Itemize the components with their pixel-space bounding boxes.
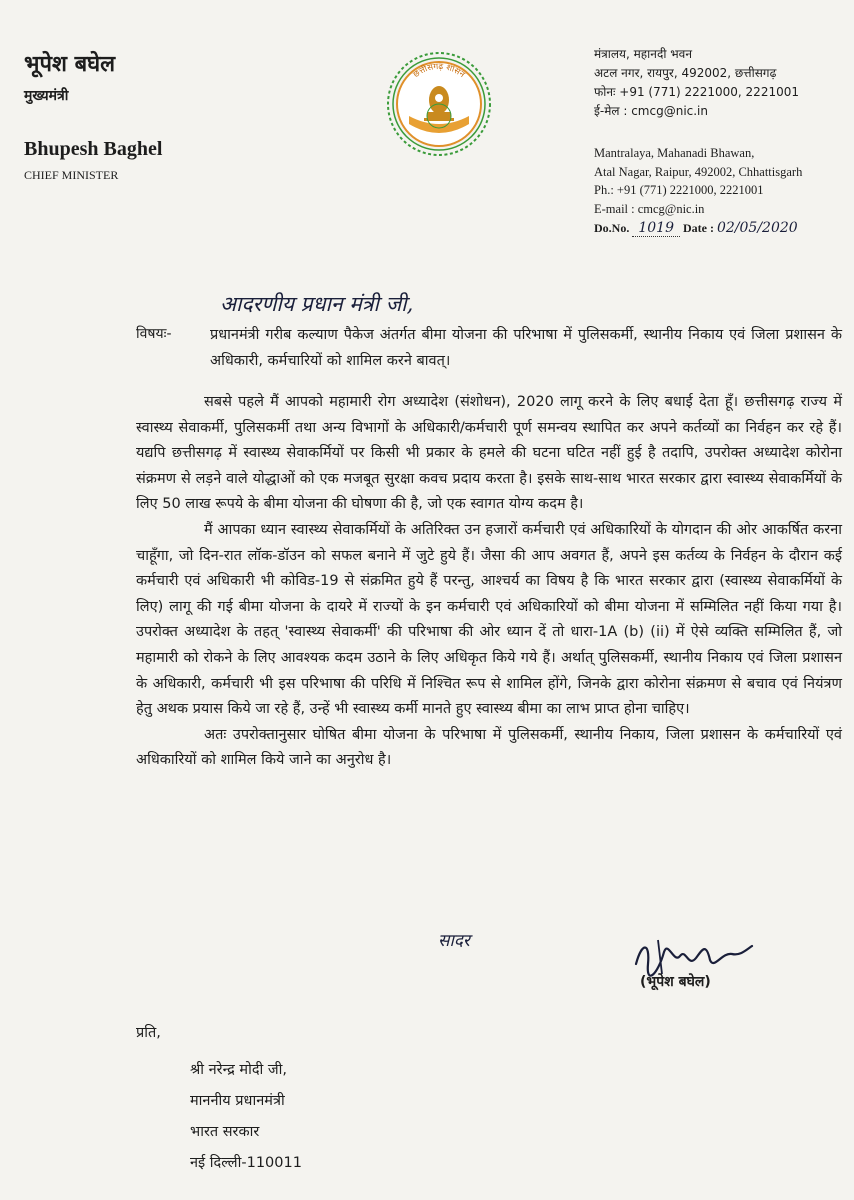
address-english [594,144,852,218]
recipient-line: भारत सरकार [190,1124,260,1140]
emblem-arc-text: छत्तीसगढ़ शासन [411,61,467,81]
address-hindi-line: अटल नगर, रायपुर, 492002, छत्तीसगढ़ [594,66,777,80]
sender-name-hindi: भूपेश बघेल [24,52,116,77]
address-hindi-line: फोनः +91 (771) 2221000, 2221001 [594,85,799,99]
recipient-block [190,1055,302,1179]
recipient-line: नई दिल्ली-110011 [190,1155,302,1171]
subject-label: विषयः- [136,326,172,342]
signer-name: (भूपेश बघेल) [640,974,711,990]
body-paragraph: सबसे पहले मैं आपको महामारी रोग अध्यादेश (संशोधन), 2020 लागू करने के लिए बधाई देता हूँ। छत्तीसगढ़ राज्य में स्वास्थ्य सेवाकर्मी, पुलिसकर्मी तथा अन्य विभागों के अधिकारी/कर्मचारी पूर्ण समन्वय स्थापित कर अपने कर्तव्यों का निर्वहन कर रहे हैं। यद्यपि छत्तीसगढ़ में स्वास्थ्य सेवाकर्मियों पर किसी भी प्रकार के हमले की घटना घटित नहीं हुई है तदापि, उपरोक्त अध्यादेश कोरोना संक्रमण से लड़ने वाले योद्धाओं को एक मजबूत सुरक्षा कवच प्रदाय करता है। इसके साथ-साथ भारत सरकार द्वारा स्वास्थ्य सेवाकर्मियों के लिए 50 लाख रूपये के बीमा योजना की घोषणा की है, जो एक स्वागत योग्य कदम है। [136,394,842,513]
date-value: 02/05/2020 [716,220,798,236]
sender-title-hindi: मुख्यमंत्री [24,88,69,104]
address-english-line: Ph.: +91 (771) 2221000, 2221001 [594,183,764,197]
closing: सादर [438,931,470,951]
address-english-line: Mantralaya, Mahanadi Bhawan, [594,146,755,160]
do-label: Do.No. [594,221,630,235]
letter-body [136,390,842,774]
reference-line [594,220,798,236]
recipient-line: माननीय प्रधानमंत्री [190,1093,285,1109]
address-english-line: E-mail : cmcg@nic.in [594,201,705,216]
body-paragraph: मैं आपका ध्यान स्वास्थ्य सेवाकर्मियों के अतिरिक्त उन हजारों कर्मचारी एवं अधिकारियों के योगदान की ओर आकर्षित करना चाहूँगा, जो दिन-रात लॉक-डॉउन को सफल बनाने में जुटे हुये हैं। जैसा की आप अवगत हैं, अपने इस कर्तव्य के निर्वहन के दौरान कई कर्मचारी एवं अधिकारी भी कोविड-19 से संक्रमित हुये हैं परन्तु, आश्चर्य का विषय है कि भारत सरकार द्वारा (स्वास्थ्य सेवाकर्मियों के लिए) लागू की गई बीमा योजना के दायरे में राज्यों के इन कर्मचारी एवं अधिकारियों को बीमा योजना में सम्मिलित नहीं किया गया है। उपरोक्त अध्यादेश के तहत् 'स्वास्थ्य सेवाकर्मी' की परिभाषा की ओर ध्यान दें तो धारा-1A (b) (ii) में ऐसे व्यक्ति सम्मिलित हैं, जो महामारी को रोकने के लिए आवश्यक कदम उठाने के लिए अधिकृत किये गये हैं। अर्थात् पुलिसकर्मी, स्थानीय निकाय एवं जिला प्रशासन के अधिकारी, कर्मचारी भी इस परिभाषा की परिधि में निश्चित रूप से शामिल होंगे, जिनके द्वारा कोरोना संक्रमण से बचाव एवं नियंत्रण हेतु अथक प्रयास किये जा रहे हैं, उन्हें भी स्वास्थ्य कर्मी मानते हुए स्वास्थ्य बीमा का लाभ प्राप्त होना चाहिए। [136,521,842,718]
subject-text: प्रधानमंत्री गरीब कल्याण पैकेज अंतर्गत बीमा योजना की परिभाषा में पुलिसकर्मी, स्थानीय निकाय एवं जिला प्रशासन के अधिकारी, कर्मचारियों को शामिल करने बावत्। [210,327,842,369]
date-label: Date : [682,221,714,235]
recipient-label: प्रति, [136,1025,161,1041]
address-english-line: Atal Nagar, Raipur, 492002, Chhattisgarh [594,164,803,179]
sender-name-english: Bhupesh Baghel [24,138,163,160]
address-hindi [594,45,852,121]
state-emblem-logo [385,50,493,158]
address-hindi-line: ई-मेल : cmcg@nic.in [594,104,708,118]
address-hindi-line: मंत्रालय, महानदी भवन [594,47,693,61]
salutation: आदरणीय प्रधान मंत्री जी, [220,292,414,316]
sender-title-english: CHIEF MINISTER [24,168,119,182]
recipient-line: श्री नरेन्द्र मोदी जी, [190,1062,288,1078]
do-number: 1019 [632,220,680,237]
body-paragraph: अतः उपरोक्तानुसार घोषित बीमा योजना के परिभाषा में पुलिसकर्मी, स्थानीय निकाय, जिला प्रशासन के कर्मचारियों एवं अधिकारियों को शामिल किये जाने का अनुरोध है। [136,726,842,769]
